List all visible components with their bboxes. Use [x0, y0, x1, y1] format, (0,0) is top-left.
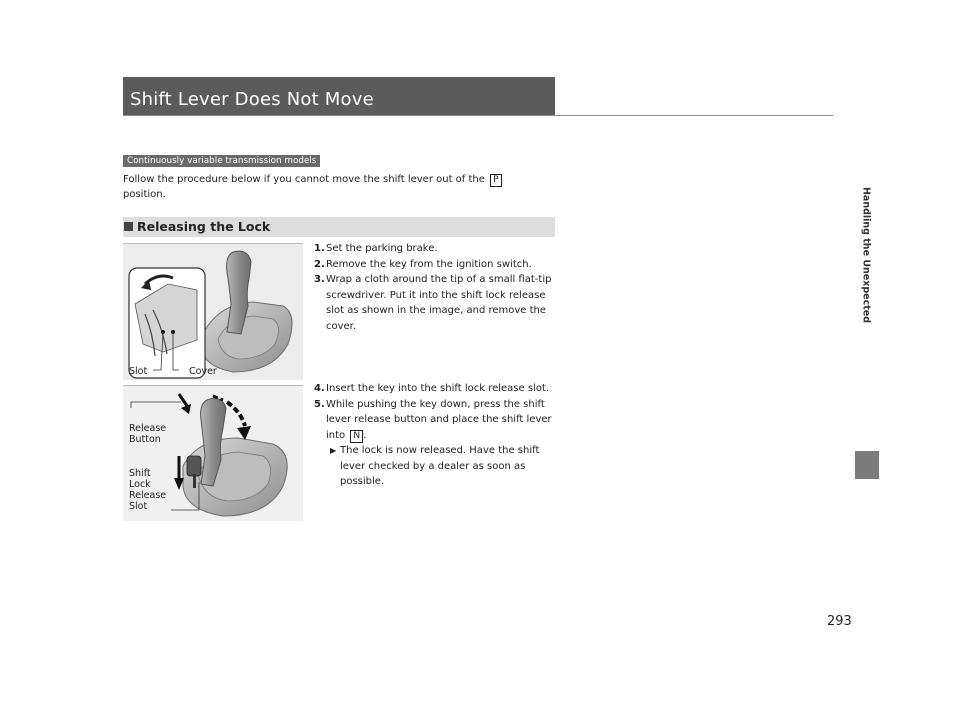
model-badge: Continuously variable transmission models	[123, 155, 320, 167]
steps-list-1	[316, 241, 556, 334]
intro-text-end: position.	[123, 189, 166, 200]
result-arrow-icon: ▶	[330, 446, 337, 455]
step-4: 4. Insert the key into the shift lock release slot.	[314, 383, 550, 394]
neutral-key-symbol: N	[350, 430, 363, 443]
steps-list-2	[316, 381, 556, 490]
label-slot: Slot	[129, 366, 148, 377]
label-release-button: Release Button	[129, 423, 167, 445]
label-shift-lock-release-slot: Shift Lock Release Slot	[129, 468, 167, 512]
park-key-symbol: P	[490, 174, 501, 187]
subsection-square-icon	[124, 222, 133, 231]
step-2: 2. Remove the key from the ignition switch.	[314, 258, 532, 270]
step-3: 3. Wrap a cloth around the tip of a small flat-tip screwdriver. Put it into the shift lock release slot as shown in the image, and remove the cover.	[314, 274, 552, 332]
intro-text: Follow the procedure below if you cannot move the shift lever out of the	[123, 174, 485, 185]
intro-paragraph	[123, 172, 543, 202]
section-side-label	[858, 60, 874, 450]
subsection-title: Releasing the Lock	[137, 219, 271, 234]
figure-remove-cover	[123, 243, 303, 380]
page-title: Shift Lever Does Not Move	[130, 89, 374, 110]
label-cover: Cover	[189, 366, 217, 377]
figure-release-lock	[123, 385, 303, 521]
section-tab	[855, 451, 879, 479]
section-name: Handling the Unexpected	[860, 186, 872, 324]
step-5: 5. While pushing the key down, press the shift lever release button and place the shift lever into N . ▶ The lock is now released. Have the shift lever checked by a dealer as soon as possible.	[316, 397, 556, 490]
title-rule	[123, 115, 833, 116]
step-5-result: ▶ The lock is now released. Have the shift lever checked by a dealer as soon as possible.	[330, 445, 540, 487]
shift-lever-cover-illustration	[123, 244, 303, 380]
page-number: 293	[827, 614, 852, 629]
step-1: 1. Set the parking brake.	[314, 243, 438, 254]
